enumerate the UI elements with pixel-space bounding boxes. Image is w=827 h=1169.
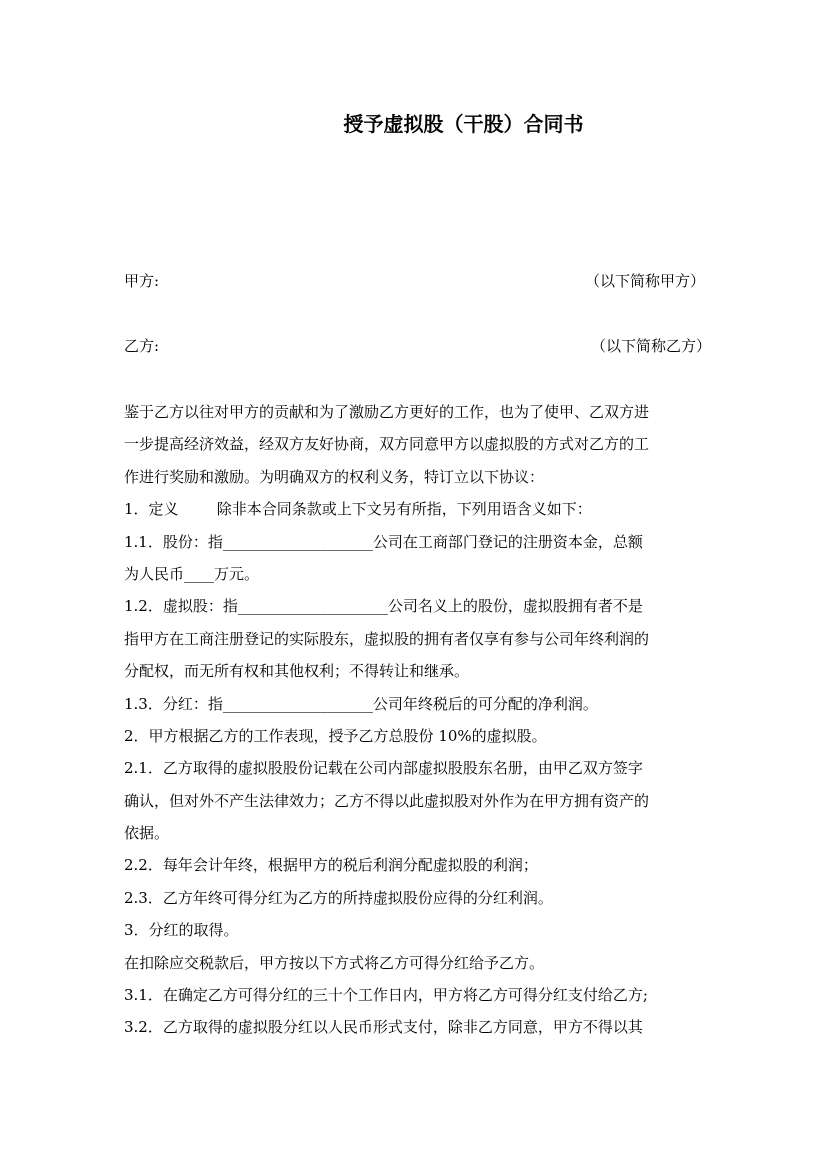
body-line: 依据。 <box>124 824 170 843</box>
body-line: 在扣除应交税款后，甲方按以下方式将乙方可得分红给予乙方。 <box>124 953 545 972</box>
body-line: 2.3．乙方年终可得分红为乙方的所持虚拟股份应得的分红利润。 <box>124 888 553 907</box>
body-line: 1.1．股份：指____________________公司在工商部门登记的注册资本金，总额 <box>124 532 643 551</box>
body-line: 指甲方在工商注册登记的实际股东，虚拟股的拥有者仅享有参与公司年终利润的 <box>124 629 650 648</box>
body-line: 作进行奖励和激励。为明确双方的权利义务，特订立以下协议： <box>124 467 545 486</box>
body-line: 3.1．在确定乙方可得分红的三十个工作日内，甲方将乙方可得分红支付给乙方; <box>124 986 648 1005</box>
body-line: 一步提高经济效益，经双方友好协商，双方同意甲方以虚拟股的方式对乙方的工 <box>124 435 650 454</box>
party-b-row <box>124 335 711 355</box>
body-line: 分配权，而无所有权和其他权利；不得转让和继承。 <box>124 662 470 681</box>
body-line: 3．分红的取得。 <box>124 921 239 940</box>
body-line: 为人民币____万元。 <box>124 564 260 583</box>
body-line: 3.2．乙方取得的虚拟股分红以人民币形式支付，除非乙方同意，甲方不得以其 <box>124 1018 643 1037</box>
body-line: 1．定义 除非本合同条款或上下文另有所指，下列用语含义如下： <box>124 500 592 519</box>
body-line: 2.1．乙方取得的虚拟股股份记载在公司内部虚拟股股东名册，由甲乙双方签字 <box>124 759 643 778</box>
party-b-note: （以下简称乙方） <box>590 337 711 355</box>
body-line: 1.2．虚拟股：指____________________公司名义上的股份，虚拟股拥有者不是 <box>124 597 643 616</box>
document-body <box>124 396 708 1044</box>
party-b-label: 乙方: <box>124 337 160 355</box>
body-line: 2．甲方根据乙方的工作表现，授予乙方总股份 10%的虚拟股。 <box>124 726 547 745</box>
body-line: 1.3．分红：指____________________公司年终税后的可分配的净利润。 <box>124 694 598 713</box>
body-line: 鉴于乙方以往对甲方的贡献和为了激励乙方更好的工作，也为了使甲、乙双方进 <box>124 403 650 421</box>
body-line: 确认，但对外不产生法律效力；乙方不得以此虚拟股对外作为在甲方拥有资产的 <box>124 791 650 810</box>
party-a-row <box>124 270 705 290</box>
party-a-label: 甲方: <box>124 272 160 290</box>
body-line: 2.2．每年会计年终，根据甲方的税后利润分配虚拟股的利润； <box>124 856 538 875</box>
document-title: 授予虚拟股（干股）合同书 <box>343 112 584 136</box>
party-a-note: （以下简称甲方） <box>584 272 705 290</box>
